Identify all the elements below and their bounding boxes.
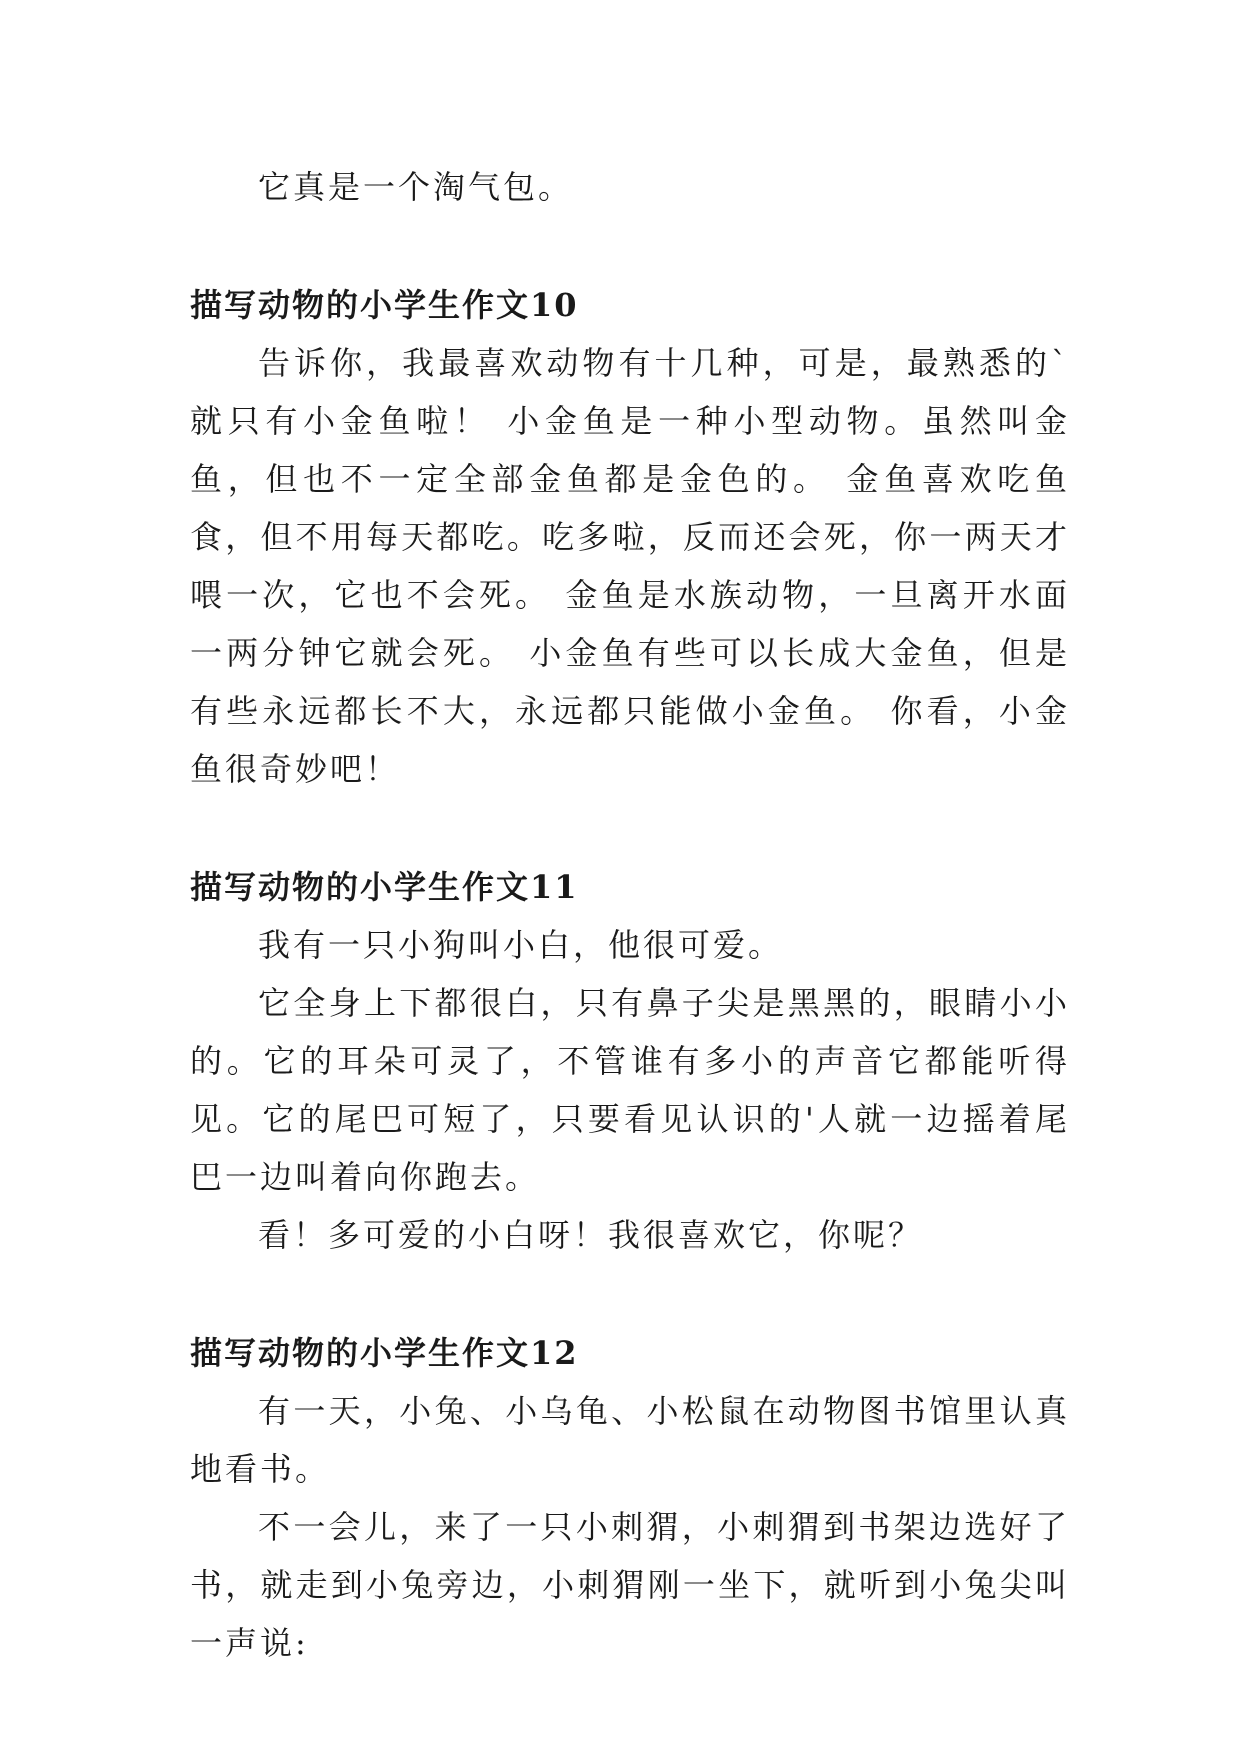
paragraph: 它真是一个淘气包。	[258, 168, 574, 206]
paragraph: 它全身上下都很白，只有鼻子尖是黑黑的，眼睛小小的。它的耳朵可灵了，不管谁有多小的声音它都能听得见。它的尾巴可短了，只要看见认识的'人就一边摇着尾巴一边叫着向你跑去。	[190, 984, 1070, 1196]
section-spacer	[190, 798, 1070, 858]
section-heading: 描写动物的小学生作文12	[190, 1334, 579, 1372]
section-spacer	[190, 1264, 1070, 1324]
section-heading: 描写动物的小学生作文11	[190, 868, 579, 906]
section-heading: 描写动物的小学生作文10	[190, 286, 579, 324]
section-spacer	[190, 216, 1070, 276]
document-body	[190, 158, 1070, 1672]
paragraph: 不一会儿，来了一只小刺猬，小刺猬到书架边选好了书，就走到小兔旁边，小刺猬刚一坐下，就听到小兔尖叫一声说:	[190, 1508, 1070, 1662]
paragraph: 看！多可爱的小白呀！我很喜欢它，你呢？	[258, 1216, 924, 1254]
paragraph: 我有一只小狗叫小白，他很可爱。	[258, 926, 784, 964]
paragraph: 告诉你，我最喜欢动物有十几种，可是，最熟悉的`就只有小金鱼啦！ 小金鱼是一种小型动物。虽然叫金鱼，但也不一定全部金鱼都是金色的。 金鱼喜欢吃鱼食，但不用每天都吃。吃多啦，反而还会死，你一两天才喂一次，它也不会死。 金鱼是水族动物，一旦离开水面一两分钟它就会死。 小金鱼有些可以长成大金鱼，但是有些永远都长不大，永远都只能做小金鱼。 你看，小金鱼很奇妙吧！	[190, 344, 1070, 788]
paragraph: 有一天，小兔、小乌龟、小松鼠在动物图书馆里认真地看书。	[190, 1392, 1070, 1488]
